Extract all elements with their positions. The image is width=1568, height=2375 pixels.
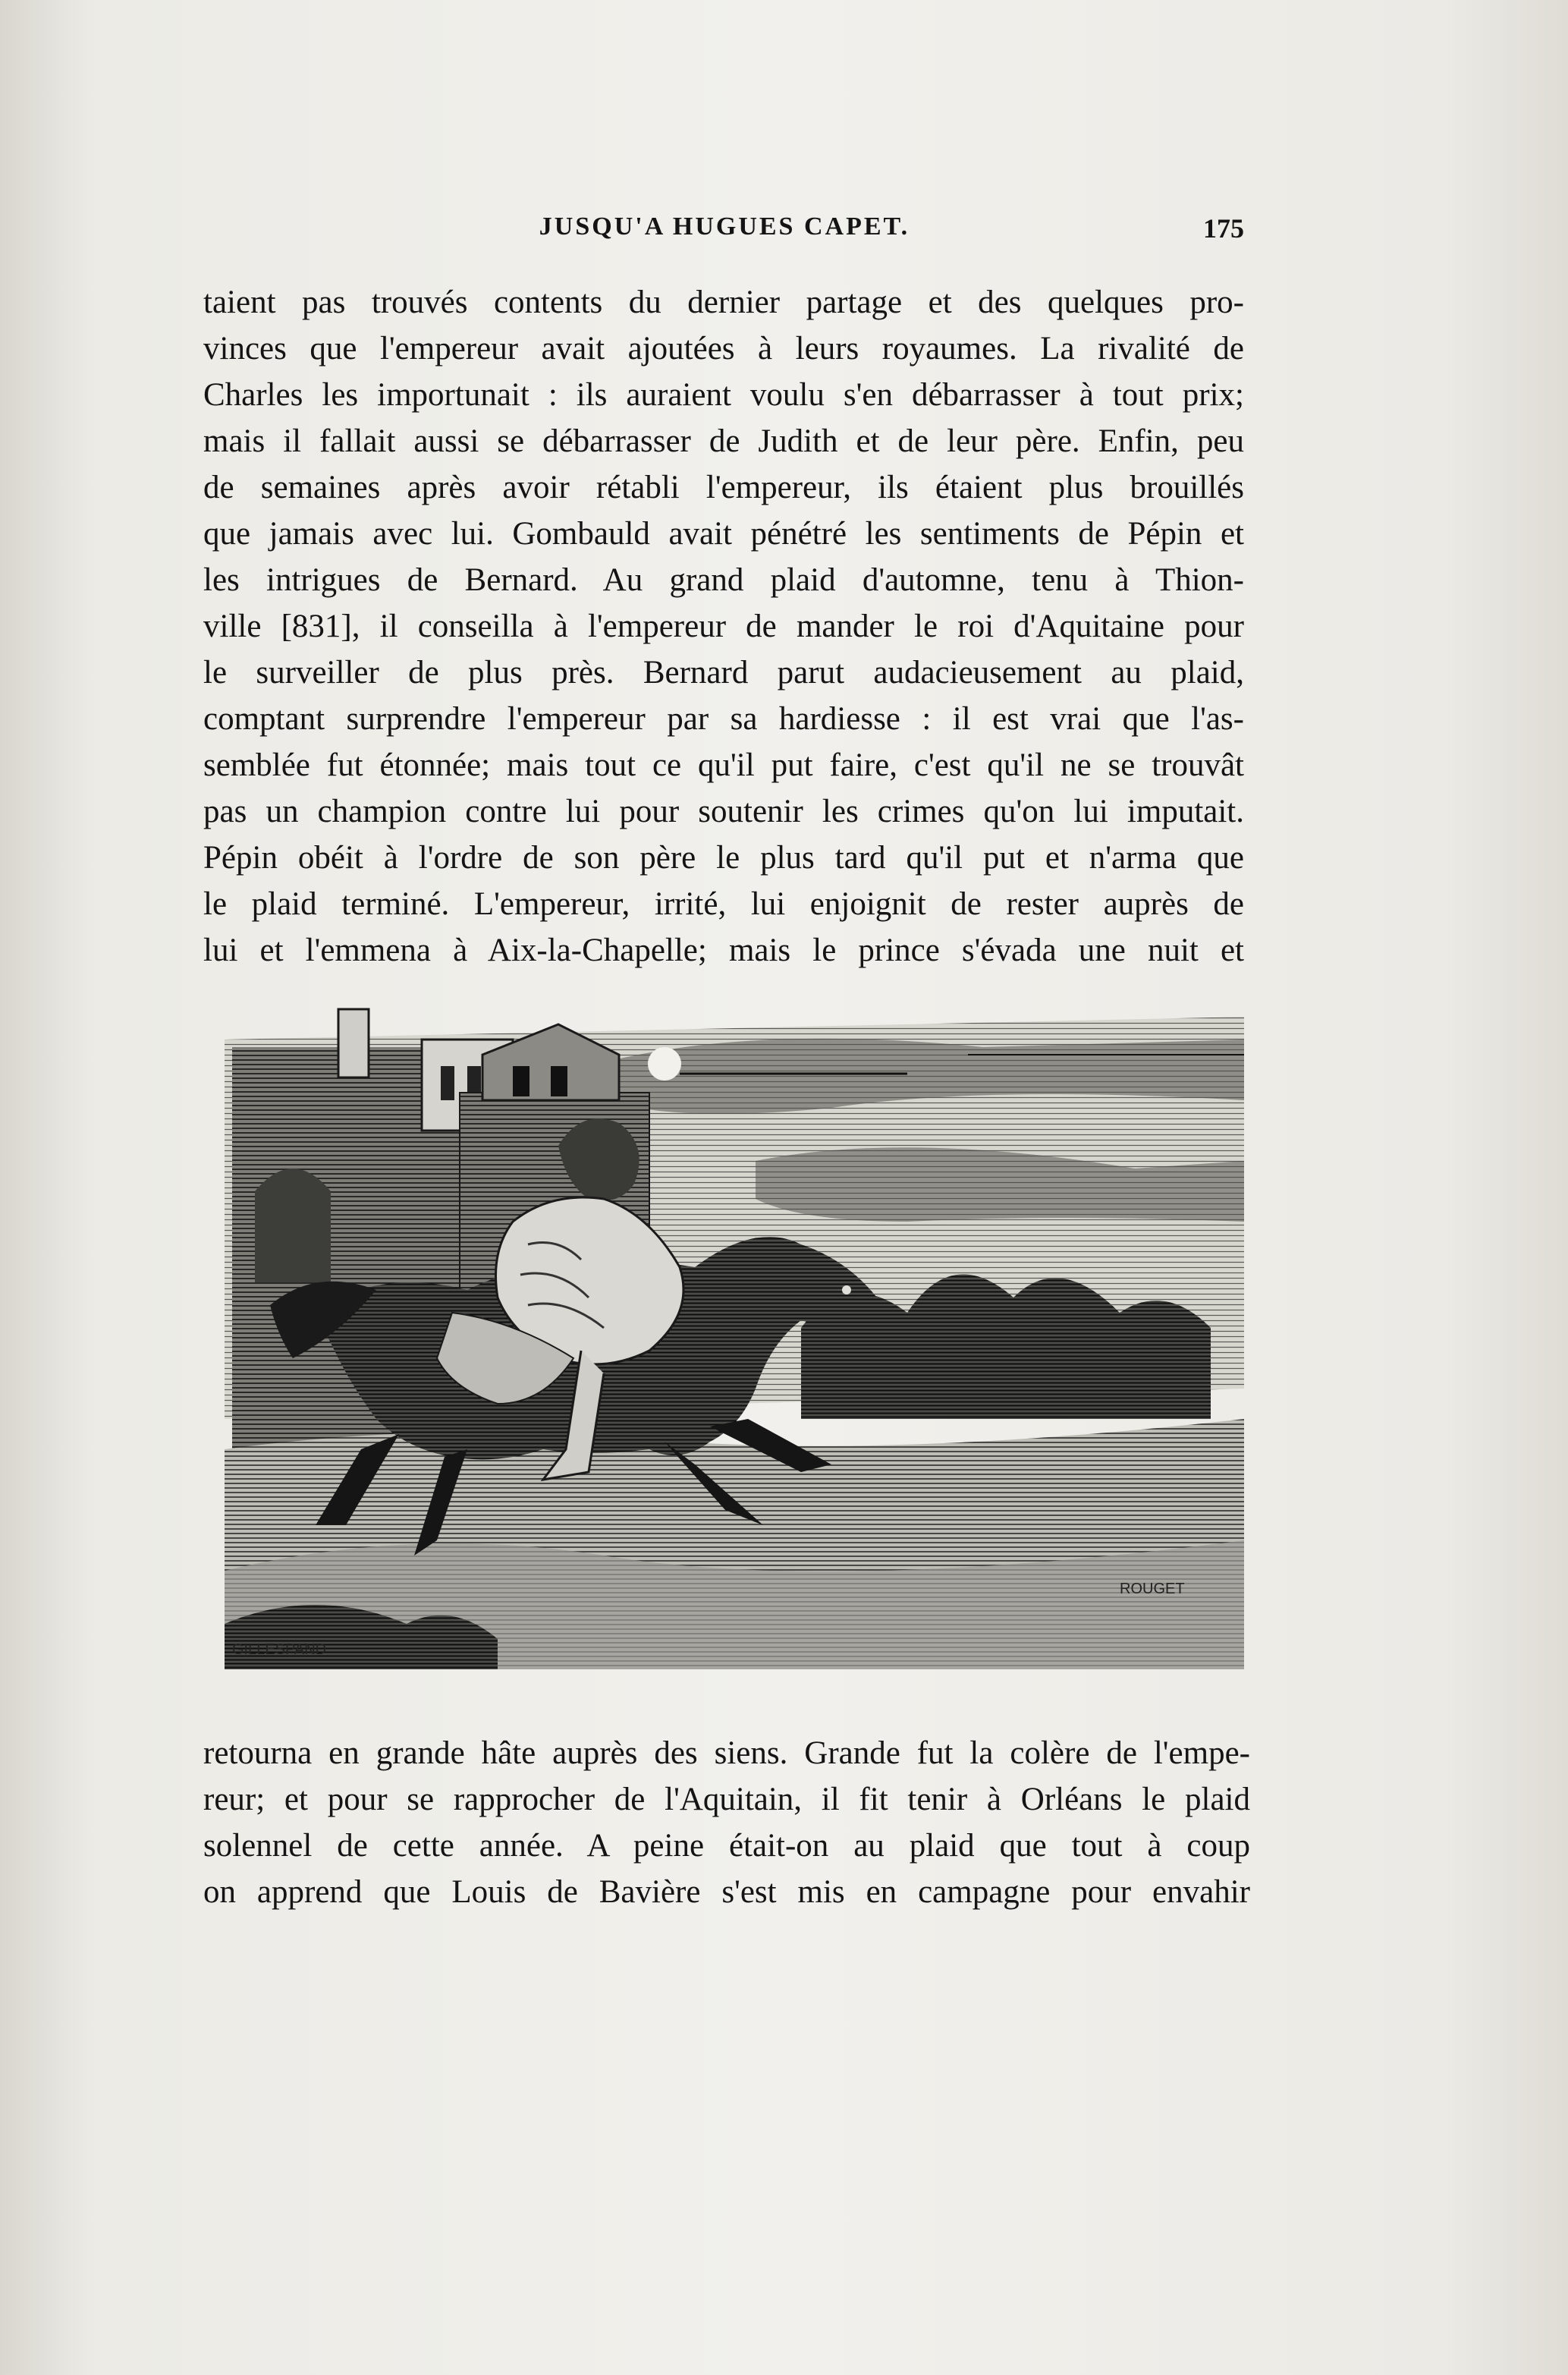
engraver-signature-left: GILLESPAND xyxy=(232,1641,327,1658)
text-line: solennel de cette année. A peine était-on au plaid que tout à coup xyxy=(203,1828,1250,1864)
text-line: ville [831], il conseilla à l'empereur de mander le roi d'Aquitaine pour xyxy=(203,609,1244,644)
running-title: JUSQU'A HUGUES CAPET. xyxy=(539,212,910,241)
castle-turret xyxy=(338,1009,369,1077)
text-line: pas un champion contre lui pour soutenir les crimes qu'on lui imputait. xyxy=(203,794,1244,829)
running-head xyxy=(205,212,1244,258)
text-line: retourna en grande hâte auprès des siens. Grande fut la colère de l'empe- xyxy=(203,1735,1250,1771)
text-line: les intrigues de Bernard. Au grand plaid d'automne, tenu à Thion- xyxy=(203,562,1244,598)
castle-arch xyxy=(255,1169,331,1282)
engraving-illustration xyxy=(225,994,1244,1669)
engraver-signature-right: ROUGET xyxy=(1120,1581,1185,1597)
text-line: vinces que l'empereur avait ajoutées à leurs royaumes. La rivalité de xyxy=(203,331,1244,366)
moon xyxy=(648,1047,681,1081)
text-line: semblée fut étonnée; mais tout ce qu'il put faire, c'est qu'il ne se trouvât xyxy=(203,747,1244,783)
text-line: taient pas trouvés contents du dernier partage et des quelques pro- xyxy=(203,285,1244,320)
text-line: lui et l'emmena à Aix-la-Chapelle; mais le prince s'évada une nuit et xyxy=(203,933,1244,968)
text-line: mais il fallait aussi se débarrasser de Judith et de leur père. Enfin, peu xyxy=(203,423,1244,459)
text-line: Pépin obéit à l'ordre de son père le plus tard qu'il put et n'arma que xyxy=(203,840,1244,876)
text-line: de semaines après avoir rétabli l'empereur, ils étaient plus brouillés xyxy=(203,470,1244,505)
body-text-bottom xyxy=(203,1730,1250,1915)
text-line: que jamais avec lui. Gombauld avait pénétré les sentiments de Pépin et xyxy=(203,516,1244,552)
text-line: on apprend que Louis de Bavière s'est mis en campagne pour envahir xyxy=(203,1874,1250,1910)
text-line: le surveiller de plus près. Bernard parut audacieusement au plaid, xyxy=(203,655,1244,690)
text-line: comptant surprendre l'empereur par sa hardiesse : il est vrai que l'as- xyxy=(203,701,1244,737)
text-line: le plaid terminé. L'empereur, irrité, lui enjoignit de rester auprès de xyxy=(203,886,1244,922)
page-number: 175 xyxy=(1203,213,1244,244)
body-text-top xyxy=(203,279,1244,974)
text-line: reur; et pour se rapprocher de l'Aquitain, il fit tenir à Orléans le plaid xyxy=(203,1782,1250,1817)
text-line: Charles les importunait : ils auraient voulu s'en débarrasser à tout prix; xyxy=(203,377,1244,413)
